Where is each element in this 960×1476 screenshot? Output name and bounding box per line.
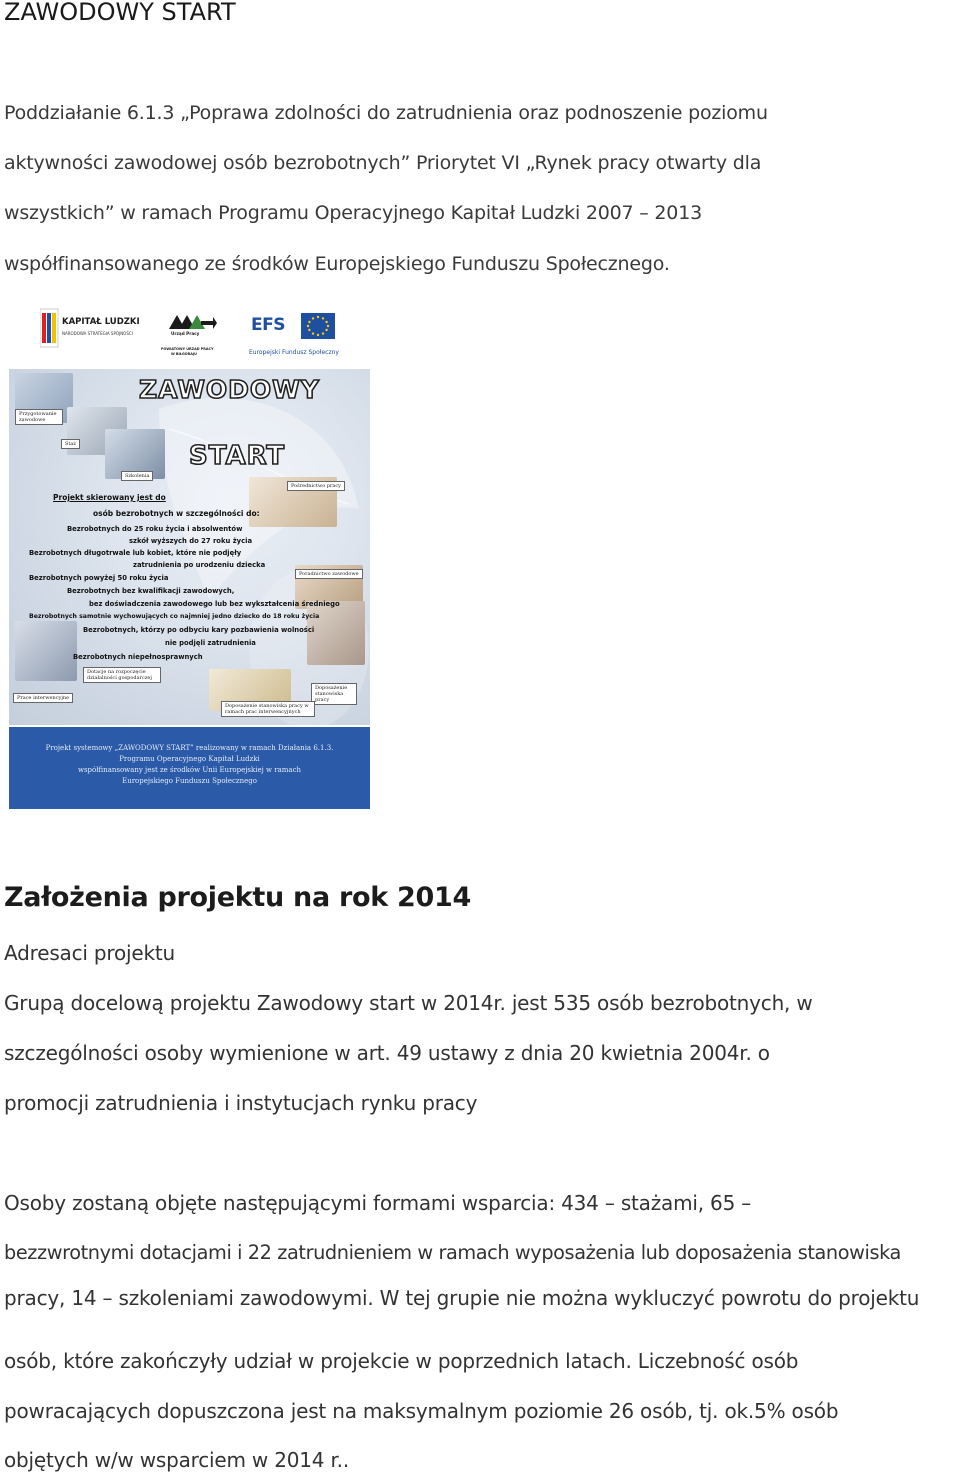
intro-line-4: współfinansowanego ze środków Europejskiego Funduszu Społecznego. xyxy=(4,253,670,275)
body-line-9: objętych w/w wsparciem w 2014 r.. xyxy=(4,1448,349,1472)
intro-line-1: Poddziałanie 6.1.3 „Poprawa zdolności do zatrudnienia oraz podnoszenie poziomu xyxy=(4,102,768,124)
urzad-pracy-sub-2: W BIŁGORAJU xyxy=(171,352,197,356)
kapital-ludzki-logo xyxy=(40,307,140,351)
urzad-pracy-title: Urząd Pracy xyxy=(171,331,200,336)
tag-doposazenie: Doposażenie stanowiska pracy xyxy=(311,683,357,705)
body-line-3: promocji zatrudnienia i instytucjach rynku pracy xyxy=(4,1091,478,1115)
photo-computer xyxy=(15,621,77,681)
poster-footer-line-1: Projekt systemowy „ZAWODOWY START” realizowany w ramach Działania 6.1.3. xyxy=(45,744,334,752)
efs-logo xyxy=(247,307,339,359)
efs-title: EFS xyxy=(251,315,285,335)
document-title: ZAWODOWY START xyxy=(4,0,236,26)
tag-posrednictwo: Pośrednictwo pracy xyxy=(287,481,345,491)
poster-body xyxy=(9,369,370,725)
body-line-4: Osoby zostaną objęte następującymi formami wsparcia: 434 – stażami, 65 – xyxy=(4,1191,752,1215)
body-line-5: bezzwrotnymi dotacjami i 22 zatrudnieniem w ramach wyposażenia lub doposażenia stanowiska xyxy=(4,1241,901,1264)
poster-line-13: Bezrobotnych niepełnosprawnych xyxy=(73,653,203,661)
poster-footer xyxy=(9,727,370,809)
tag-przygotowanie: Przygotowanie zawodowe xyxy=(15,409,63,425)
poster-title-start: START xyxy=(189,441,286,471)
tag-prace-interwencyjne: Prace interwencyjne xyxy=(13,693,73,703)
tag-doposazenie-interwencyjne: Doposażenie stanowiska pracy w ramach prac interwencyjnych xyxy=(221,701,315,717)
poster-line-3: Bezrobotnych do 25 roku życia i absolwentów xyxy=(67,525,243,533)
efs-sub: Europejski Fundusz Społeczny xyxy=(249,349,339,356)
intro-line-3: wszystkich” w ramach Programu Operacyjnego Kapitał Ludzki 2007 – 2013 xyxy=(4,202,702,224)
poster-line-1: Projekt skierowany jest do xyxy=(53,493,166,502)
poster-footer-line-2: Programu Operacyjnego Kapitał Ludzki xyxy=(119,755,260,763)
poster-line-2: osób bezrobotnych w szczególności do: xyxy=(93,509,260,518)
poster-logo-bar xyxy=(9,299,370,369)
poster-footer-line-4: Europejskiego Funduszu Społecznego xyxy=(122,777,257,785)
urzad-pracy-logo xyxy=(159,309,229,359)
body-line-2: szczególności osoby wymienione w art. 49 ustawy z dnia 20 kwietnia 2004r. o xyxy=(4,1041,770,1065)
kapital-ludzki-sub: NARODOWA STRATEGIA SPÓJNOŚCI xyxy=(62,331,133,336)
poster-line-4: szkół wyższych do 27 roku życia xyxy=(129,537,253,545)
tag-staz: Staż xyxy=(61,439,80,449)
section-subheading: Adresaci projektu xyxy=(4,941,175,965)
section-heading: Założenia projektu na rok 2014 xyxy=(4,882,471,913)
tag-szkolenia: Szkolenia xyxy=(121,471,153,481)
poster-line-12: nie podjęli zatrudnienia xyxy=(165,639,256,647)
tag-poradnictwo: Poradnictwo zawodowe xyxy=(295,569,363,579)
intro-line-2: aktywności zawodowej osób bezrobotnych” Priorytet VI „Rynek pracy otwarty dla xyxy=(4,152,762,174)
poster-line-11: Bezrobotnych, którzy po odbyciu kary pozbawienia wolności xyxy=(83,626,315,634)
body-line-8: powracających dopuszczona jest na maksymalnym poziomie 26 osób, tj. ok.5% osób xyxy=(4,1399,839,1423)
project-poster xyxy=(9,299,370,809)
body-line-1: Grupą docelową projektu Zawodowy start w 2014r. jest 535 osób bezrobotnych, w xyxy=(4,991,813,1015)
body-line-7: osób, które zakończyły udział w projekcie w poprzednich latach. Liczebność osób xyxy=(4,1349,799,1373)
poster-line-7: Bezrobotnych powyżej 50 roku życia xyxy=(29,574,169,582)
poster-line-5: Bezrobotnych długotrwale lub kobiet, które nie podjęły xyxy=(29,549,242,557)
poster-footer-line-3: współfinansowany jest ze środków Unii Europejskiej w ramach xyxy=(77,766,302,774)
photo-office xyxy=(307,601,365,665)
eu-flag-icon xyxy=(301,313,335,339)
poster-line-6: zatrudnienia po urodzeniu dziecka xyxy=(133,561,266,569)
poster-line-9: bez doświadczenia zawodowego lub bez wykształcenia średniego xyxy=(89,600,340,608)
poster-line-8: Bezrobotnych bez kwalifikacji zawodowych, xyxy=(67,587,235,595)
tag-dotacje: Dotacje na rozpoczęcie działalności gospodarczej xyxy=(83,667,161,683)
kapital-ludzki-title: KAPITAŁ LUDZKI xyxy=(62,317,140,327)
urzad-pracy-sub-1: POWIATOWY URZĄD PRACY xyxy=(161,347,214,351)
body-line-6: pracy, 14 – szkoleniami zawodowymi. W tej grupie nie można wykluczyć powrotu do projektu xyxy=(4,1286,920,1310)
poster-line-10: Bezrobotnych samotnie wychowujących co najmniej jedno dziecko do 18 roku życia xyxy=(29,613,320,620)
poster-title-zawodowy: ZAWODOWY xyxy=(139,375,320,404)
